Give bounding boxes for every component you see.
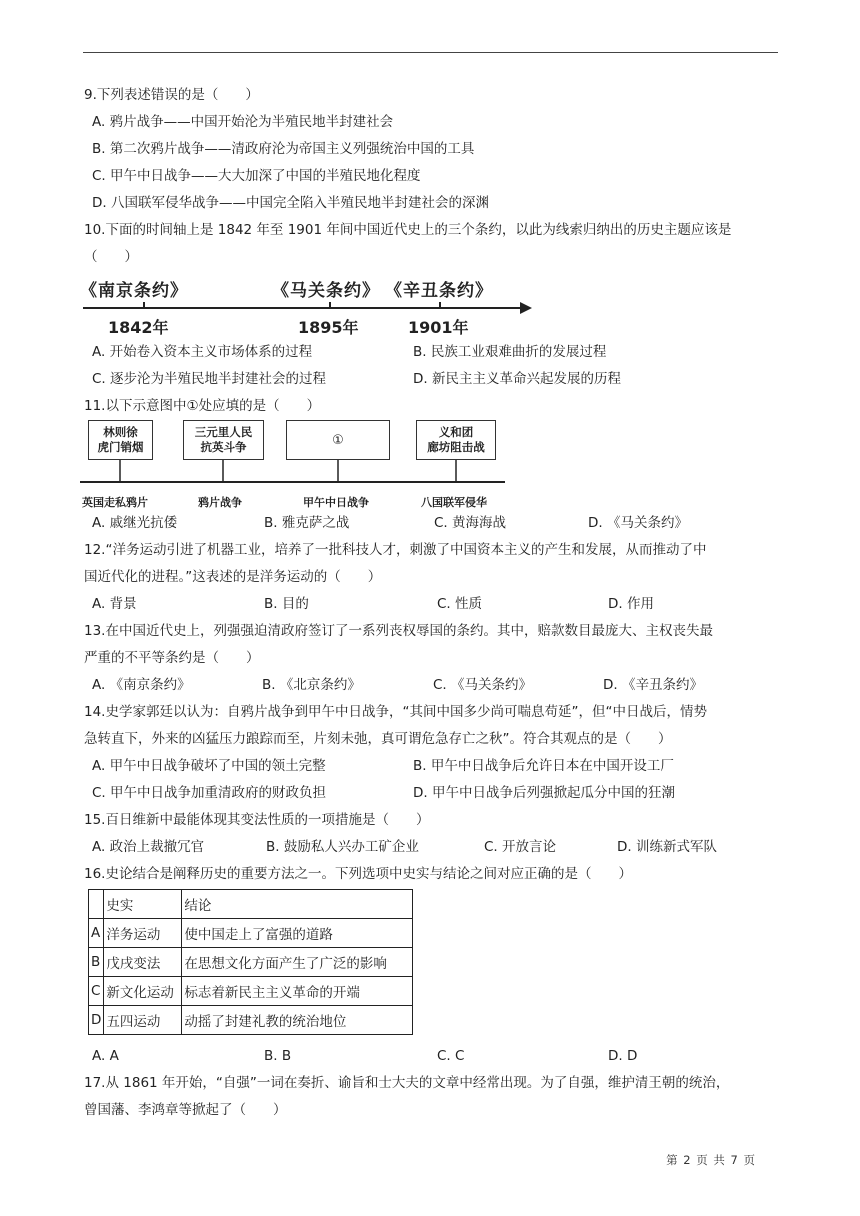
table-header-cell: 结论	[182, 890, 413, 919]
q12-option-a[interactable]: A. 背景	[92, 596, 137, 612]
q9-option-c[interactable]: C. 甲午中日战争——大大加深了中国的半殖民地化程度	[92, 168, 421, 184]
q12-option-c[interactable]: C. 性质	[437, 596, 483, 612]
q14-option-a[interactable]: A. 甲午中日战争破坏了中国的领土完整	[92, 758, 326, 774]
page-number: 第 2 页 共 7 页	[666, 1153, 756, 1167]
q14-stem-line2: 急转直下，外来的凶猛压力踉踪而至，片刻未弛，真可谓危急存亡之秋”。符合其观点的是（ ）	[84, 731, 672, 747]
q17-stem-line1: 17.从 1861 年开始，“自强”一词在奏折、谕旨和士大夫的文章中经常出现。为了自强，维护清王朝的统治，	[84, 1075, 730, 1091]
diagram-box-2-text: 三元里人民 抗英斗争	[194, 425, 253, 454]
diagram-caption-2: 鸦片战争	[198, 496, 242, 509]
q16-option-c[interactable]: C. C	[437, 1048, 465, 1064]
q9-option-b[interactable]: B. 第二次鸦片战争——清政府沦为帝国主义列强统治中国的工具	[92, 141, 475, 157]
q10-option-a[interactable]: A. 开始卷入资本主义市场体系的过程	[92, 344, 313, 360]
q10-timeline	[80, 272, 540, 342]
q11-option-d[interactable]: D. 《马关条约》	[588, 515, 688, 531]
diagram-caption-4: 八国联军侵华	[421, 496, 487, 509]
timeline-axis	[80, 300, 540, 316]
table-cell: C	[89, 977, 104, 1006]
q12-stem-line2: 国近代化的进程。”这表述的是洋务运动的（ ）	[84, 569, 382, 585]
diagram-caption-3: 甲午中日战争	[303, 496, 369, 509]
q12-stem-line1: 12.“洋务运动引进了机器工业，培养了一批科技人才，刺激了中国资本主义的产生和发展，从而推动了中	[84, 542, 707, 558]
q13-stem-line2: 严重的不平等条约是（ ）	[84, 650, 260, 666]
timeline-year-1901: 1901年	[408, 318, 469, 337]
q12-option-b[interactable]: B. 目的	[264, 596, 309, 612]
q16-option-a[interactable]: A. A	[92, 1048, 119, 1064]
q15-option-a[interactable]: A. 政治上裁撤冗官	[92, 839, 205, 855]
q16-stem: 16.史论结合是阐释历史的重要方法之一。下列选项中史实与结论之间对应正确的是（ ）	[84, 866, 632, 882]
q14-stem-line1: 14.史学家郭廷以认为：自鸦片战争到甲午中日战争，“其间中国多少尚可喘息苟延”，但“中日战后，情势	[84, 704, 707, 720]
q13-option-c[interactable]: C. 《马关条约》	[433, 677, 533, 693]
q9-stem: 9.下列表述错误的是（ ）	[84, 87, 259, 103]
q17-stem-line2: 曾国藩、李鸿章等掀起了（ ）	[84, 1102, 287, 1118]
table-header-cell: 史实	[104, 890, 182, 919]
diagram-axis	[80, 418, 510, 494]
q14-option-c[interactable]: C. 甲午中日战争加重清政府的财政负担	[92, 785, 327, 801]
table-cell: B	[89, 948, 104, 977]
q10-option-b[interactable]: B. 民族工业艰难曲折的发展过程	[413, 344, 607, 360]
q11-option-b[interactable]: B. 雅克萨之战	[264, 515, 350, 531]
table-cell: D	[89, 1006, 104, 1035]
q14-option-b[interactable]: B. 甲午中日战争后允许日本在中国开设工厂	[413, 758, 674, 774]
q11-option-c[interactable]: C. 黄海海战	[434, 515, 507, 531]
table-row	[89, 977, 413, 1006]
q10-stem-line1: 10.下面的时间轴上是 1842 年至 1901 年间中国近代史上的三个条约，以此为线索归纳出的历史主题应该是	[84, 222, 732, 238]
table-row	[89, 948, 413, 977]
q13-option-d[interactable]: D. 《辛丑条约》	[603, 677, 703, 693]
diagram-caption-1: 英国走私鸦片	[82, 496, 148, 509]
table-cell: 使中国走上了富强的道路	[182, 919, 413, 948]
timeline-label-maguan: 《马关条约》	[272, 281, 380, 301]
q15-option-c[interactable]: C. 开放言论	[484, 839, 557, 855]
q11-option-a[interactable]: A. 戚继光抗倭	[92, 515, 178, 531]
timeline-year-1842: 1842年	[108, 318, 169, 337]
timeline-label-xinchou: 《辛丑条约》	[385, 281, 493, 301]
diagram-box-4-text: 义和团 廊坊阻击战	[427, 425, 485, 454]
q15-stem: 15.百日维新中最能体现其变法性质的一项措施是（ ）	[84, 812, 430, 828]
q12-option-d[interactable]: D. 作用	[608, 596, 654, 612]
timeline-year-1895: 1895年	[298, 318, 359, 337]
q16-option-b[interactable]: B. B	[264, 1048, 292, 1064]
q13-option-b[interactable]: B. 《北京条约》	[262, 677, 361, 693]
table-cell: 五四运动	[104, 1006, 182, 1035]
q11-stem: 11.以下示意图中①处应填的是（ ）	[84, 398, 321, 414]
q14-option-d[interactable]: D. 甲午中日战争后列强掀起瓜分中国的狂潮	[413, 785, 675, 801]
table-row	[89, 1006, 413, 1035]
q13-option-a[interactable]: A. 《南京条约》	[92, 677, 191, 693]
q15-option-b[interactable]: B. 鼓励私人兴办工矿企业	[266, 839, 419, 855]
header-rule	[83, 52, 778, 53]
table-cell: A	[89, 919, 104, 948]
table-header-cell	[89, 890, 104, 919]
q16-option-d[interactable]: D. D	[608, 1048, 638, 1064]
q15-option-d[interactable]: D. 训练新式军队	[617, 839, 717, 855]
q16-table	[88, 889, 413, 1035]
table-cell: 戊戌变法	[104, 948, 182, 977]
table-header-row	[89, 890, 413, 919]
table-cell: 标志着新民主主义革命的开端	[182, 977, 413, 1006]
table-row	[89, 919, 413, 948]
table-cell: 在思想文化方面产生了广泛的影响	[182, 948, 413, 977]
q10-option-c[interactable]: C. 逐步沦为半殖民地半封建社会的过程	[92, 371, 327, 387]
timeline-label-nanjing: 《南京条约》	[80, 281, 188, 301]
q11-diagram	[80, 418, 510, 514]
q9-option-d[interactable]: D. 八国联军侵华战争——中国完全陷入半殖民地半封建社会的深渊	[92, 195, 489, 211]
diagram-box-3-text: ①	[332, 432, 344, 448]
diagram-box-1-text: 林则徐 虎门销烟	[97, 425, 144, 454]
table-cell: 动摇了封建礼教的统治地位	[182, 1006, 413, 1035]
q10-option-d[interactable]: D. 新民主主义革命兴起发展的历程	[413, 371, 621, 387]
table-cell: 洋务运动	[104, 919, 182, 948]
q10-stem-line2: （ ）	[84, 249, 138, 265]
q13-stem-line1: 13.在中国近代史上，列强强迫清政府签订了一系列丧权辱国的条约。其中，赔款数目最庞大、主权丧失最	[84, 623, 713, 639]
q9-option-a[interactable]: A. 鸦片战争——中国开始沦为半殖民地半封建社会	[92, 114, 394, 130]
table-cell: 新文化运动	[104, 977, 182, 1006]
